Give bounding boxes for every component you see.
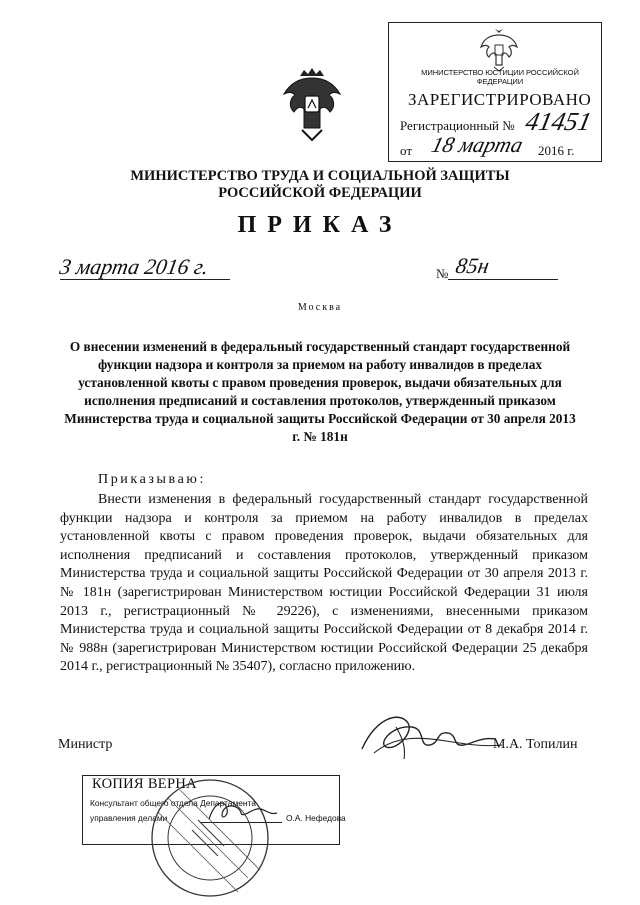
document-type-title: ПРИКАЗ <box>237 212 403 238</box>
copy-stamp-name: О.А. Нефедова <box>286 813 346 823</box>
date-underline <box>60 279 230 280</box>
round-seal-icon <box>128 760 288 900</box>
ministry-title-line1: МИНИСТЕРСТВО ТРУДА И СОЦИАЛЬНОЙ ЗАЩИТЫ <box>130 168 510 184</box>
ministry-title <box>0 168 640 202</box>
stamp-date-year: 2016 г. <box>538 143 575 158</box>
order-subject: О внесении изменений в федеральный государственный стандарт государственной функции надзора и контроля за приемом на работу инвалидов в пределах установленной квоты с правом проведения проверок, выдачи обязательных для исполнения предписаний и составления протоколов, утвержденный приказом Министерства труда и социальной защиты Российской Федерации от 30 апреля 2013 г. № 181н <box>64 339 576 444</box>
copy-stamp-department: управления делами <box>90 813 168 823</box>
order-body-text: Внести изменения в федеральный государственный стандарт государственной функции надзора и контроля за приемом на работу инвалидов в пределах установленной квоты с правом проведения проверок, выдачи обязательных для исполнения предписаний и составления протоколов, утвержденный приказом Министерства труда и социальной защиты Российской Федерации от 30 апреля 2013 г. № 181н (зарегистрирован Министерством юстиции Российской Федерации 31 июля 2013 г., регистрационный № 29226), с изменениями, внесенными приказом Министерства труда и социальной защиты Российской Федерации от 8 декабря 2014 г. № 988н (зарегистрирован Министерством юстиции Российской Федерации 25 декабря 2014 г., регистрационный № 35407), согласно приложению. <box>60 492 588 675</box>
city: Москва <box>297 302 343 313</box>
number-underline <box>448 279 558 280</box>
stamp-number-label: Регистрационный № <box>400 118 515 133</box>
stamp-status: ЗАРЕГИСТРИРОВАНО <box>408 90 592 109</box>
minister-signature-icon <box>356 707 506 765</box>
stamp-date-label: от <box>400 143 413 158</box>
order-number: 85н <box>453 253 492 278</box>
order-intro: Приказываю: <box>98 472 206 487</box>
stamp-ministry-name: МИНИСТЕРСТВО ЮСТИЦИИ РОССИЙСКОЙ ФЕДЕРАЦИИ <box>421 68 579 86</box>
number-sign: № <box>436 266 449 281</box>
order-date: 3 марта 2016 г. <box>57 254 211 279</box>
signatory-title: Министр <box>58 737 113 752</box>
coat-of-arms-icon <box>278 66 346 144</box>
ministry-title-line2: РОССИЙСКОЙ ФЕДЕРАЦИИ <box>218 185 422 201</box>
signatory-name: М.А. Топилин <box>493 737 578 752</box>
copy-stamp-title: КОПИЯ ВЕРНА <box>92 776 197 792</box>
stamp-date-value: 18 марта <box>429 132 526 157</box>
stamp-number-value: 41451 <box>523 107 595 136</box>
copy-stamp-position: Консультант общего отдела Департамента <box>90 798 256 808</box>
eagle-emblem-icon <box>478 27 520 73</box>
